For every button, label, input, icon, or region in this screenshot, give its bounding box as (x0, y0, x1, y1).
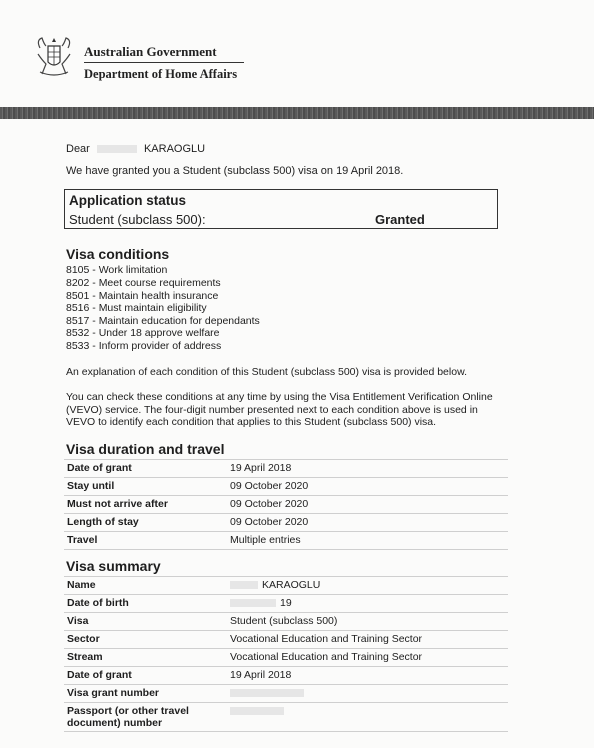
coat-of-arms-icon (32, 34, 76, 80)
row-label: Name (67, 579, 96, 591)
row-label: Visa (67, 615, 89, 627)
table-row (64, 631, 508, 649)
label-line-1: Passport (or other travel (67, 705, 189, 717)
row-label: Date of grant (67, 462, 132, 474)
duration-table (64, 459, 508, 550)
row-value (230, 597, 292, 609)
row-label: Travel (67, 534, 98, 546)
row-label: Stay until (67, 480, 115, 492)
table-row (64, 595, 508, 613)
status-visa-label: Student (subclass 500): (69, 212, 206, 227)
condition-item: 8501 - Maintain health insurance (66, 290, 219, 302)
row-value: Vocational Education and Training Sector (230, 633, 423, 645)
redacted-given-name (97, 145, 137, 153)
row-value: 19 April 2018 (230, 462, 292, 474)
table-row (64, 576, 508, 595)
table-row (64, 685, 508, 703)
vevo-line-2: (VEVO) service. The four-digit number presented next to each condition above is used in (66, 404, 478, 416)
summary-heading: Visa summary (66, 558, 161, 574)
explanation-paragraph: An explanation of each condition of this Student (subclass 500) visa is provided below. (66, 366, 467, 378)
header-divider (84, 62, 244, 63)
table-row (64, 613, 508, 631)
row-value: 09 October 2020 (230, 498, 309, 510)
salutation-word: Dear (66, 143, 90, 155)
condition-item: 8532 - Under 18 approve welfare (66, 327, 220, 339)
condition-item: 8202 - Meet course requirements (66, 277, 221, 289)
table-row (64, 459, 508, 478)
row-value: 09 October 2020 (230, 480, 309, 492)
row-label: Must not arrive after (67, 498, 168, 510)
condition-item: 8105 - Work limitation (66, 264, 168, 276)
row-label: Sector (67, 633, 100, 645)
row-value: 09 October 2020 (230, 516, 309, 528)
row-label: Stream (67, 651, 103, 663)
row-label: Visa grant number (67, 687, 159, 699)
duration-heading: Visa duration and travel (66, 441, 225, 457)
status-value: Granted (375, 212, 425, 227)
recipient-surname: KARAOGLU (143, 143, 206, 155)
government-name: Australian Government (84, 44, 217, 59)
row-value: Vocational Education and Training Sector (230, 651, 423, 663)
row-label: Date of birth (67, 597, 129, 609)
application-status-title: Application status (69, 193, 187, 208)
condition-item: 8516 - Must maintain eligibility (66, 302, 207, 314)
vevo-line-3: VEVO to identify each condition that applies to this Student (subclass 500) visa. (66, 416, 437, 428)
header-band (0, 107, 594, 119)
table-row (64, 649, 508, 667)
row-value: Student (subclass 500) (230, 615, 338, 627)
vevo-line-1: You can check these conditions at any time by using the Visa Entitlement Verification Online (66, 391, 493, 403)
table-row (64, 514, 508, 532)
condition-item: 8517 - Maintain education for dependants (66, 315, 260, 327)
redacted-given-name (230, 581, 258, 589)
table-row (64, 478, 508, 496)
row-value: Multiple entries (230, 534, 301, 546)
name-value: KARAOGLU (262, 579, 321, 591)
row-label (67, 705, 189, 729)
table-row (64, 667, 508, 685)
summary-table (64, 576, 508, 732)
row-value (230, 687, 304, 699)
label-line-2: document) number (67, 717, 163, 729)
grant-statement: We have granted you a Student (subclass 500) visa on 19 April 2018. (66, 165, 404, 177)
visa-conditions-heading: Visa conditions (66, 246, 170, 262)
birth-year-value: 19 (280, 597, 292, 609)
row-value: 19 April 2018 (230, 669, 292, 681)
table-row (64, 496, 508, 514)
condition-item: 8533 - Inform provider of address (66, 340, 222, 352)
application-status-box (64, 189, 498, 229)
redacted-grant-number (230, 689, 304, 697)
table-row (64, 703, 508, 732)
row-value (230, 705, 284, 717)
redacted-birth-date (230, 599, 276, 607)
table-row (64, 532, 508, 550)
redacted-passport-number (230, 707, 284, 715)
department-name: Department of Home Affairs (84, 67, 238, 81)
salutation (66, 143, 205, 155)
row-label: Date of grant (67, 669, 132, 681)
row-value (230, 579, 320, 591)
row-label: Length of stay (67, 516, 139, 528)
